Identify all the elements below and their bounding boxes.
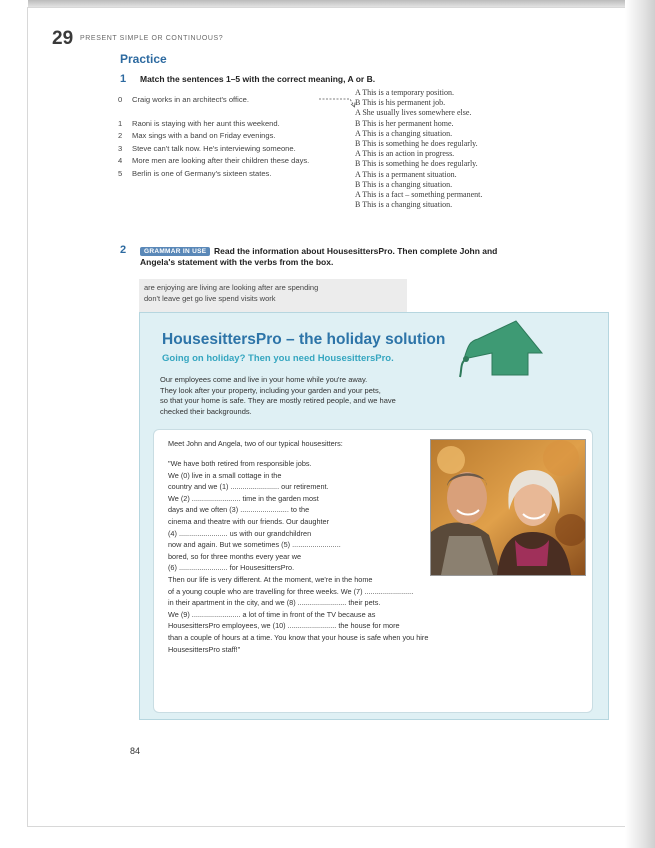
advert-title: HousesittersPro – the holiday solution	[162, 331, 446, 348]
statement-line: bored, so for three months every year we	[168, 551, 302, 561]
unit-title: PRESENT SIMPLE OR CONTINUOUS?	[80, 35, 224, 42]
statement-line: cinema and theatre with our friends. Our daughter	[168, 516, 330, 526]
meaning-1a: A She usually lives somewhere else.	[355, 108, 472, 118]
verb-box-line2: don't leave get go live spend visits work	[144, 294, 276, 303]
statement-line: We (2) ........................ time in the garden most	[168, 493, 319, 503]
exercise-1-number: 1	[120, 73, 127, 85]
meaning-5b: B This is a changing situation.	[355, 200, 453, 210]
exercise-2-number: 2	[120, 244, 127, 256]
advert-intro-line: Our employees come and live in your home while you're away.	[160, 375, 368, 384]
advert-intro	[160, 375, 465, 417]
statement-line: (4) ........................ us with our grandchildren	[168, 528, 312, 538]
statement-line: than a couple of hours at a time. You know that your house is safe when you hire	[168, 632, 429, 642]
sentence-5: 5 Berlin is one of Germany's sixteen states.	[118, 168, 272, 178]
sentence-4: 4 More men are looking after their children these days.	[118, 156, 310, 166]
statement-heading: Meet John and Angela, two of our typical housesitters:	[168, 439, 343, 448]
scan-right-edge	[625, 0, 655, 848]
meaning-0a: A This is a temporary position.	[355, 88, 454, 97]
meaning-5a: A This is a fact – something permanent.	[355, 190, 483, 200]
statement-line: of a young couple who are travelling for three weeks. We (7) ........................	[168, 586, 414, 596]
sentence-2: 2 Max sings with a band on Friday evenings.	[118, 131, 276, 141]
sentence-1: 1 Raoni is staying with her aunt this weekend.	[118, 118, 280, 128]
meaning-4a: A This is a permanent situation.	[355, 169, 457, 179]
sentence-3: 3 Steve can't talk now. He's interviewing someone.	[118, 143, 296, 153]
statement-line: (6) ........................ for HousesittersPro.	[168, 563, 295, 573]
statement-line: We (9) ........................ a lot of time in front of the TV because as	[168, 609, 376, 619]
page-number: 84	[130, 746, 141, 756]
statement-panel	[153, 429, 593, 713]
section-heading: Practice	[120, 52, 167, 66]
meaning-3a: A This is an action in progress.	[355, 149, 455, 159]
meaning-3b: B This is something he does regularly.	[355, 159, 478, 169]
example-arrow-icon	[318, 96, 358, 110]
meaning-0b: B This is his permanent job.	[355, 98, 446, 108]
verb-box	[139, 279, 407, 313]
grammar-in-use-badge: GRAMMAR IN USE	[140, 247, 210, 256]
meaning-2a: A This is a changing situation.	[355, 128, 453, 138]
meaning-1b: B This is her permanent home.	[355, 118, 454, 128]
statement-text	[168, 458, 588, 655]
advert-intro-line: checked their backgrounds.	[160, 406, 252, 416]
meaning-4b: B This is a changing situation.	[355, 179, 453, 189]
advert-intro-line: They look after your property, including your garden and your pets,	[160, 385, 381, 395]
exercise-1-instruction: Match the sentences 1–5 with the correct meaning, A or B.	[140, 74, 376, 84]
advert-panel	[139, 312, 609, 720]
statement-line: HousesittersPro employees, we (10) ........................ the house for more	[168, 621, 400, 631]
statement-line: Then our life is very different. At the moment, we're in the home	[168, 574, 373, 584]
sentence-0: 0 Craig works in an architect's office.	[118, 95, 249, 104]
house-icon	[456, 319, 546, 391]
statement-line: HousesittersPro staff!"	[168, 644, 241, 654]
exercise-2-instruction-line2: Angela's statement with the verbs from the box.	[140, 257, 334, 267]
statement-line: country and we (1) ........................ our retirement.	[168, 482, 329, 492]
unit-number: 29	[52, 28, 74, 49]
sentence-list	[118, 95, 323, 182]
advert-subtitle: Going on holiday? Then you need HousesittersPro.	[162, 353, 394, 364]
advert-intro-line: so that your home is safe. They are mostly retired people, and we have	[160, 396, 396, 405]
statement-line: We (0) live in a small cottage in the	[168, 470, 282, 480]
meaning-2b: B This is something he does regularly.	[355, 139, 478, 149]
exercise-2-instruction-line1: Read the information about HousesittersPro. Then complete John and	[214, 246, 498, 256]
verb-box-line1: are enjoying are living are looking after are spending	[144, 283, 319, 292]
statement-line: "We have both retired from responsible jobs.	[168, 459, 312, 468]
statement-line: days and we often (3) ........................ to the	[168, 505, 310, 515]
statement-line: now and again. But we sometimes (5) ........................	[168, 540, 341, 550]
meaning-list	[355, 88, 605, 210]
statement-line: in their apartment in the city, and we (8) ........................ their pets.	[168, 598, 381, 608]
